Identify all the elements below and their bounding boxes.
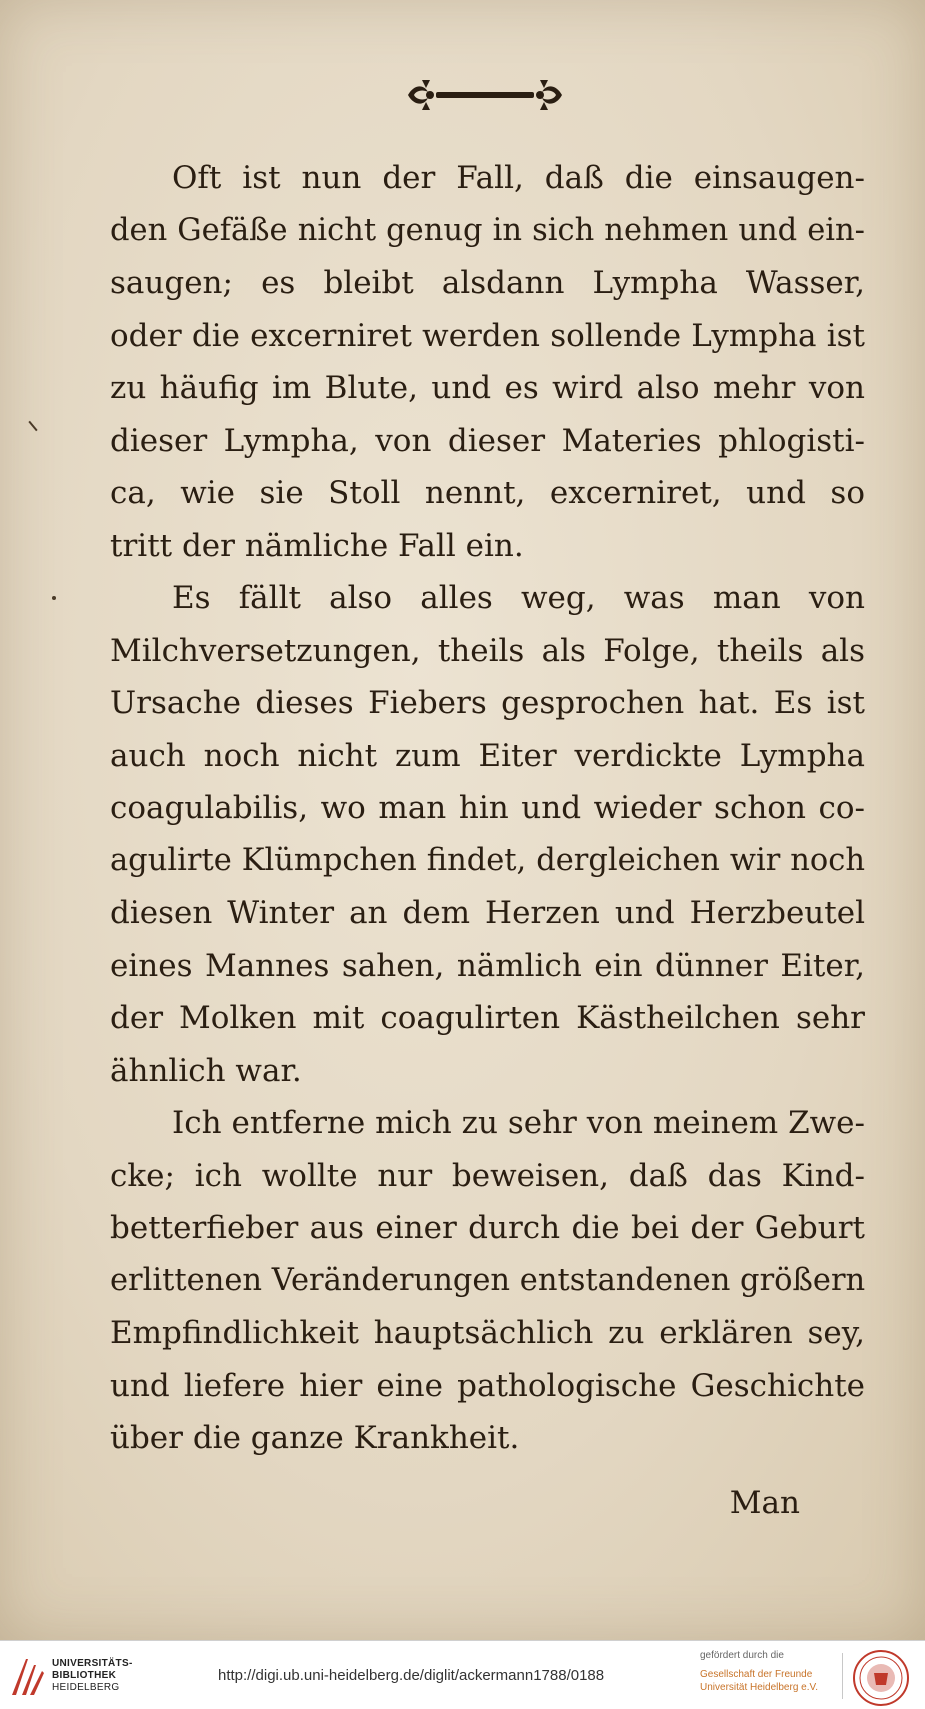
society-name-line: Gesellschaft der Freunde	[700, 1669, 813, 1680]
text-line: der Molken mit coagulirten Kästheilchen sehr	[110, 1000, 865, 1036]
catchword: Man	[729, 1485, 800, 1521]
text-line: über die ganze Krankheit.	[110, 1420, 520, 1456]
footer-divider	[842, 1653, 843, 1699]
margin-mark	[28, 421, 37, 431]
library-name-line: UNIVERSITÄTS-	[52, 1658, 133, 1669]
text-line: Empfindlichkeit hauptsächlich zu erklären sey,	[110, 1315, 865, 1351]
sponsor-block	[700, 1649, 840, 1694]
text-line: den Gefäße nicht genug in sich nehmen und ein-	[110, 212, 865, 248]
text-line: betterfieber aus einer durch die bei der Geburt	[110, 1210, 865, 1246]
text-line: ähnlich war.	[110, 1052, 302, 1089]
text-line: agulirte Klümpchen findet, dergleichen wir noch	[110, 842, 865, 878]
text-line: erlittenen Veränderungen entstandenen größern	[110, 1262, 866, 1298]
text-line: oder die excerniret werden sollende Lympha ist	[110, 317, 865, 354]
paragraph	[110, 152, 865, 572]
text-line: zu häufig im Blute, und es wird also mehr von	[110, 370, 865, 406]
body-text	[110, 152, 865, 1465]
text-line: cke; ich wollte nur beweisen, daß das Kind-	[110, 1157, 865, 1194]
text-line: Ich entferne mich zu sehr von meinem Zwe-	[172, 1105, 865, 1141]
text-line: auch noch nicht zum Eiter verdickte Lympha	[110, 737, 865, 774]
university-seal-icon	[852, 1649, 910, 1707]
paragraph	[110, 1097, 865, 1465]
text-line: ca, wie sie Stoll nennt, excerniret, und so	[110, 475, 865, 511]
library-name-line: HEIDELBERG	[52, 1682, 120, 1693]
margin-mark	[52, 596, 56, 600]
text-line: und liefere hier eine pathologische Geschichte	[110, 1367, 865, 1404]
library-logo-icon	[10, 1655, 44, 1697]
library-name	[52, 1658, 133, 1694]
text-line: Milchversetzungen, theils als Folge, theils als	[110, 632, 865, 669]
text-line: Oft ist nun der Fall, daß die einsaugen-	[172, 160, 865, 196]
text-line: eines Mannes sahen, nämlich ein dünner Eiter,	[110, 947, 865, 984]
paragraph	[110, 572, 865, 1097]
text-line: tritt der nämliche Fall ein.	[110, 527, 524, 564]
text-line: coagulabilis, wo man hin und wieder schon co-	[110, 790, 865, 826]
text-line: Es fällt also alles weg, was man von	[172, 580, 865, 616]
text-line: dieser Lympha, von dieser Materies phlogisti-	[110, 422, 865, 459]
text-line: saugen; es bleibt alsdann Lympha Wasser,	[110, 265, 865, 301]
society-name-line: Universität Heidelberg e.V.	[700, 1682, 819, 1693]
text-line: diesen Winter an dem Herzen und Herzbeutel	[110, 895, 865, 931]
permalink-url[interactable]: http://digi.ub.uni-heidelberg.de/diglit/ackermann1788/0188	[218, 1667, 605, 1684]
ornament-divider	[400, 72, 570, 118]
footer-bar	[0, 1640, 925, 1709]
funded-by-label: gefördert durch die	[700, 1650, 784, 1661]
library-name-line: BIBLIOTHEK	[52, 1670, 117, 1681]
text-line: Ursache dieses Fiebers gesprochen hat. Es ist	[110, 685, 865, 721]
